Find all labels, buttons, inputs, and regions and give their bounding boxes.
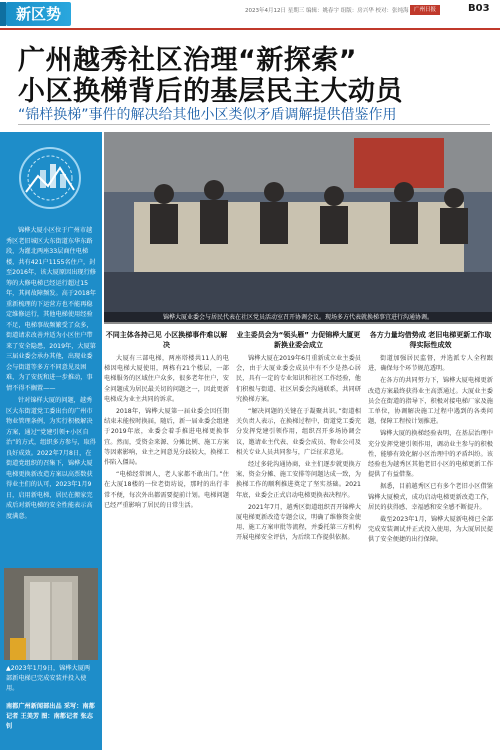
column-paragraph: 锦桦大厦的换梯经验表明，在基层治理中充分发挥党建引领作用，调动业主参与的积极性，能够有效化解小区治理中的矛盾纠纷。该经验也为越秀区其他老旧小区的电梯更新工作提供了有益借鉴。 xyxy=(368,430,493,479)
byline: 南都广州新闻部出品 采写：南都记者 王美芳 图：南都记者 张志钊 xyxy=(6,703,95,730)
article-column xyxy=(236,330,361,546)
column-paragraph: 锦桦大厦在2019年6月重新成立业主委员会，由于大厦业委会成员中有不少是热心居民，具有一定的专业知识和社区工作经验，他们积极与街道、社区居委会沟通联系，共同研究换梯方案。 xyxy=(236,355,361,403)
meeting-photo xyxy=(104,132,492,322)
column-heading: 不同主体各持己见 小区换梯事件难以解决 xyxy=(105,331,228,349)
sidebar xyxy=(0,132,102,750)
page-header xyxy=(0,0,500,30)
section-masthead: 新区势 xyxy=(6,2,71,26)
page-number: B03 xyxy=(468,3,490,14)
sidebar-paragraph: 针对锦样大厦的问题，越秀区大东街道党工委出台的广州市物业管理条例，为实行积极解决方案，通过“党建引领+小区自治”的方式，组织多方参与，取得良好成效。2022年7月8日，在街道党组织的召集下，锦桦大厦电梯更换新改造方案以高票数获得业主们的认可，2023年1月9日，启用新电梯，居民在搬家完成后对新电梯的安全性能表示高度满意。 xyxy=(6,397,96,520)
article-column xyxy=(368,330,493,548)
headline-line-2: 小区换梯背后的基层民主大动员 xyxy=(18,76,403,107)
paper-badge: 广州日报 xyxy=(410,5,440,15)
photo-caption: ▲2023年1月9日，锦桦大厦两部新电梯已完成安装并投入使用。 xyxy=(6,665,91,692)
column-paragraph: 大厦有三部电梯，两座塔楼共11人的电梯因电梯大厦使用，两栋有21个楼层，一部电梯服务的区域住户众多，很多老年住户，安全问题成为居民最关切的问题之一，因此更新电梯成为业主共同的诉求。 xyxy=(104,355,229,403)
headline-line-1: 广州越秀社区治理“新探索” xyxy=(18,45,357,76)
sidebar-paragraph: 锦桦大厦小区位于广州市越秀区老旧城区大东街道东华东路段，为灌北两座33层商住电梯楼，共有421户1155名住户，封至2016年，该大厦原因出现行修筹的大修电梯已经运行超过15年，其间故障频发。高于2018年重新梳理的下运营方也不能再稳定维修运行，其他电梯使用经验不足，电梯事故频繁受了众多，街道请求改善并适为小区住户带来了安全隐患，2019年，大厦第三届业委会承办其他，出现业委会与街道等多方不同意见及困难，为了安抚和进一步推动，事情不得不搁置—— xyxy=(6,227,96,392)
column-heading: 业主委员会为“领头雁” 力促锦桦大厦更新换业委会成立 xyxy=(236,331,361,349)
column-paragraph: “解决问题的关键在于凝聚共识。”街道相关负责人表示，在换梯过程中，街道党工委充分发挥党建引领作用，组织召开多场协调会议，邀请业主代表、业委会成员、物业公司及相关专业人员共同参与，广泛征求意见。 xyxy=(236,408,361,456)
column-heading: 各方力量均借势成 老旧电梯更新工作取得实际性成效 xyxy=(369,331,492,349)
sidebar-text xyxy=(6,226,96,524)
column-paragraph: 据悉，目前越秀区已有多个老旧小区借鉴锦桦大厦模式，成功启动电梯更新改造工作，居民的获得感、幸福感和安全感不断提升。 xyxy=(368,483,493,511)
photo-caption: 锦桦大厦业委会与居民代表在社区党员活动室召开协调会议。现场多方代表就换梯事宜进行沟通协调。 xyxy=(104,312,492,324)
new-elevator-photo xyxy=(4,568,98,660)
date-line: 2023年4月12日 星期三 编辑：姚春宇 组版：房兴华 校对：张纯海 xyxy=(245,8,409,14)
column-paragraph: 截至2023年1月，锦桦大厦新电梯已全部完成安装调试并正式投入使用，为大厦居民提供了安全便捷的出行保障。 xyxy=(368,516,493,544)
column-paragraph: “电梯经常困人，老人家都不敢出门。”住在大厦18楼的一位老街坊说，那时的出行非常不便，每次外出都需要提前计划。电梯问题已经严重影响了居民的日常生活。 xyxy=(104,471,229,509)
divider xyxy=(18,124,490,125)
headline-subtitle: “锦样换梯”事件的解决给其他小区类似矛盾调解提供借鉴作用 xyxy=(18,107,397,123)
section-logo-icon xyxy=(10,142,90,214)
column-paragraph: 2018年，锦桦大厦第一届业委会因任期结束未能按时换届，随后，新一届业委会组建于2019年底，业委会着手推进电梯更换事宜。然而，受资金来源、分摊比例、施工方案等因素影响，业主之间意见分歧较大，换梯工作陷入僵局。 xyxy=(104,408,229,467)
column-paragraph: 经过多轮沟通协商，业主们逐步就更换方案、资金分摊、施工安排等问题达成一致，为换梯工作的顺利推进奠定了坚实基础。2021年底，业委会正式启动电梯更换表决程序。 xyxy=(236,461,361,499)
article-column xyxy=(104,330,229,513)
column-paragraph: 在各方的共同努力下，锦桦大厦电梯更新改造方案最终获得业主高票通过。大厦业主委员会在街道的指导下，积极对接电梯厂家及施工单位，协调解决施工过程中遇到的各类问题，保障工程按计划推进。 xyxy=(368,377,493,426)
column-paragraph: 街道加强居民监督，并选派专人全程跟进，确保每个环节规范透明。 xyxy=(368,355,493,373)
column-paragraph: 2021年7月，越秀区街道组织召开锦桦大厦电梯更新改造专题会议，明确了维修资金使用、施工方案审批等流程，并委托第三方机构开展电梯安全评估，为后续工作提供依据。 xyxy=(236,503,361,542)
